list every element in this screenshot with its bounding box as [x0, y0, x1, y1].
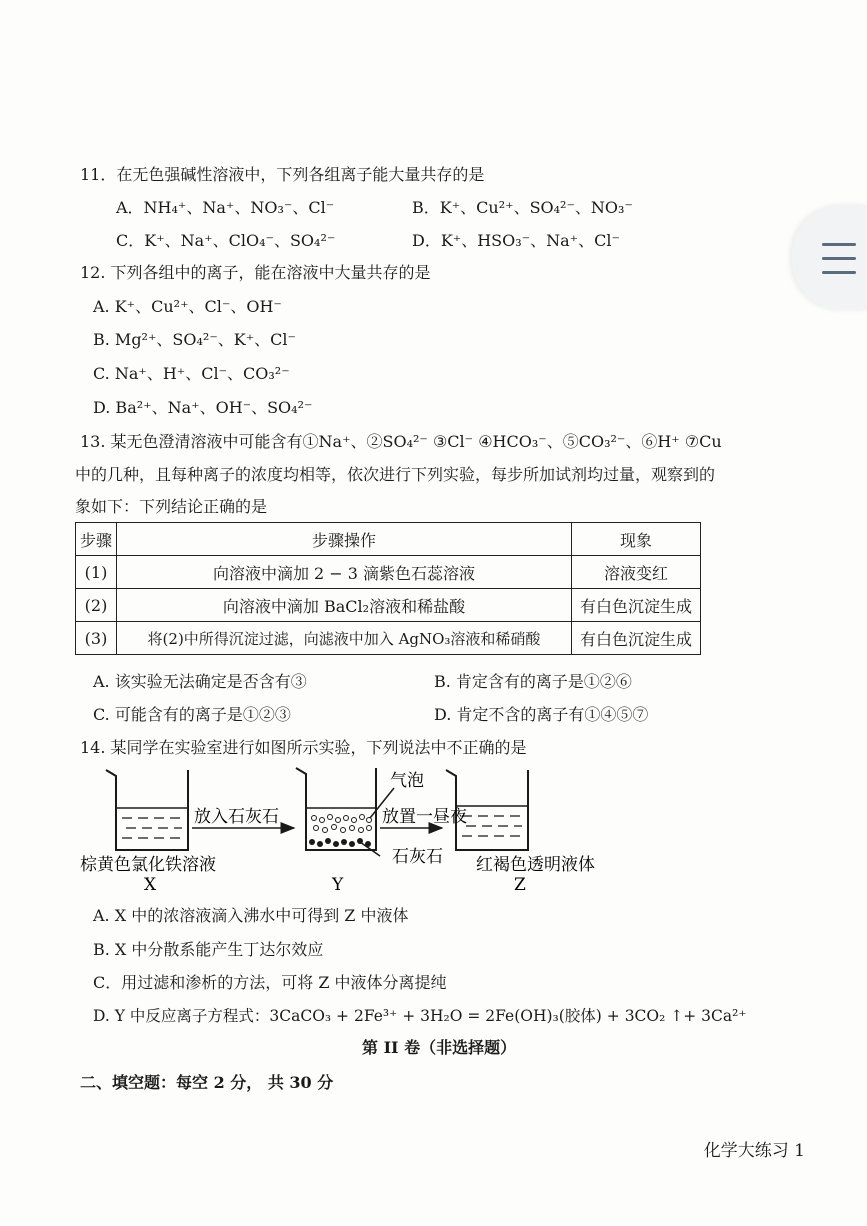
- q13-line3: 象如下：下列结论正确的是: [75, 497, 268, 516]
- q11-option-b: B．K⁺、Cu²⁺、SO₄²⁻、NO₃⁻: [412, 198, 633, 217]
- page-footer: 化学大练习 1: [703, 1141, 805, 1161]
- stone-label: 石灰石: [392, 847, 443, 867]
- x-caption: 棕黄色氯化铁溶液: [80, 855, 216, 875]
- table-row: [76, 622, 701, 655]
- table-cell: (1): [76, 556, 117, 589]
- z-label: Z: [514, 875, 526, 895]
- q13-line1: 13. 某无色澄清溶液中可能含有①Na⁺、②SO₄²⁻ ③Cl⁻ ④HCO₃⁻、⑤CO₃²⁻、⑥H⁺ ⑦Cu: [80, 432, 722, 451]
- table-cell: 有白色沉淀生成: [572, 622, 701, 655]
- q14-option-b: B. X 中分散系能产生丁达尔效应: [93, 940, 324, 959]
- q13-option-d: D. 肯定不含的离子有①④⑤⑦: [434, 705, 649, 724]
- beaker-x: [106, 770, 188, 850]
- q14-stem: 14. 某同学在实验室进行如图所示实验，下列说法中不正确的是: [80, 738, 527, 757]
- q11-option-c: C．K⁺、Na⁺、ClO₄⁻、SO₄²⁻: [116, 231, 336, 250]
- z-caption: 红褐色透明液体: [476, 855, 595, 875]
- table-row: [76, 589, 701, 622]
- q12-option-b: B. Mg²⁺、SO₄²⁻、K⁺、Cl⁻: [93, 330, 296, 349]
- table-cell: 溶液变红: [572, 556, 701, 589]
- q13-option-c: C. 可能含有的离子是①②③: [93, 705, 291, 724]
- table-cell: 向溶液中滴加 2 − 3 滴紫色石蕊溶液: [117, 556, 572, 589]
- table-cell: (3): [76, 622, 117, 655]
- arrow2-label: 放置一昼夜: [382, 807, 467, 827]
- table-header-row: [76, 523, 701, 556]
- q12-stem: 12. 下列各组中的离子，能在溶液中大量共存的是: [80, 263, 431, 282]
- q13-option-b: B. 肯定含有的离子是①②⑥: [434, 672, 632, 691]
- beaker-y: [296, 768, 394, 856]
- table-header-cell: 现象: [572, 523, 701, 556]
- section-title: 第 II 卷（非选择题）: [362, 1038, 517, 1057]
- table-header-cell: 步骤操作: [117, 523, 572, 556]
- y-label: Y: [332, 875, 344, 895]
- table-cell: (2): [76, 589, 117, 622]
- table-cell: 将(2)中所得沉淀过滤，向滤液中加入 AgNO₃溶液和稀硝酸: [117, 622, 572, 655]
- table-header-cell: 步骤: [76, 523, 117, 556]
- q11-stem: 11．在无色强碱性溶液中，下列各组离子能大量共存的是: [80, 165, 485, 184]
- bubble-label: 气泡: [390, 771, 424, 791]
- q14-option-a: A. X 中的浓溶液滴入沸水中可得到 Z 中液体: [93, 906, 409, 925]
- arrow1-label: 放入石灰石: [194, 807, 279, 827]
- fill-in-heading: 二、填空题：每空 2 分， 共 30 分: [80, 1073, 334, 1092]
- q13-line2: 中的几种，且每种离子的浓度均相等，依次进行下列实验，每步所加试剂均过量，观察到的: [75, 465, 716, 484]
- table-row: [76, 556, 701, 589]
- q12-option-d: D. Ba²⁺、Na⁺、OH⁻、SO₄²⁻: [93, 398, 313, 417]
- q13-steps-table: [75, 522, 701, 655]
- menu-icon[interactable]: [792, 205, 867, 310]
- q12-option-a: A. K⁺、Cu²⁺、Cl⁻、OH⁻: [93, 297, 282, 316]
- q14-option-d: D. Y 中反应离子方程式：3CaCO₃ + 2Fe³⁺ + 3H₂O = 2Fe(OH)₃(胶体) + 3CO₂ ↑+ 3Ca²⁺: [93, 1007, 747, 1025]
- table-cell: 向溶液中滴加 BaCl₂溶液和稀盐酸: [117, 589, 572, 622]
- q11-option-d: D．K⁺、HSO₃⁻、Na⁺、Cl⁻: [412, 231, 620, 250]
- x-label: X: [144, 875, 157, 895]
- q14-option-c: C．用过滤和渗析的方法，可将 Z 中液体分离提纯: [93, 973, 447, 992]
- q12-option-c: C. Na⁺、H⁺、Cl⁻、CO₃²⁻: [93, 364, 290, 383]
- q11-option-a: A．NH₄⁺、Na⁺、NO₃⁻、Cl⁻: [116, 198, 335, 217]
- beaker-diagram: [70, 758, 630, 898]
- table-cell: 有白色沉淀生成: [572, 589, 701, 622]
- q13-option-a: A. 该实验无法确定是否含有③: [93, 672, 307, 691]
